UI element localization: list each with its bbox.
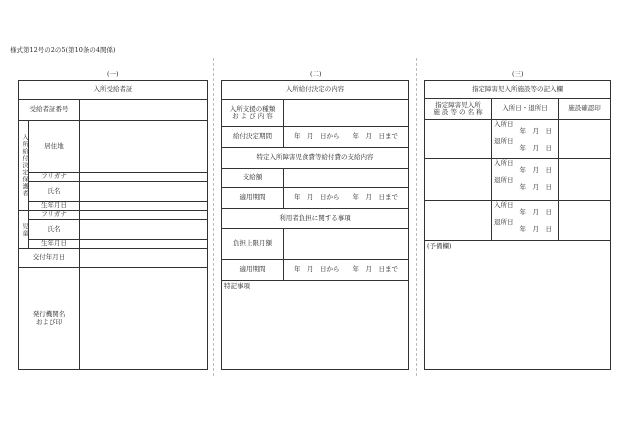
apply-period-field[interactable]: 年 月 日から 年 月 日まで bbox=[284, 188, 409, 209]
seal-header: 施設確認印 bbox=[559, 99, 611, 120]
apply-period2-field[interactable]: 年 月 日から 年 月 日まで bbox=[284, 260, 409, 281]
facility-name-header: 指定障害児入所 施 設 等 の 名 称 bbox=[425, 99, 492, 120]
fold-line-1 bbox=[213, 58, 214, 376]
section-label-2: (二) bbox=[310, 70, 322, 78]
dates-cell-3[interactable] bbox=[492, 201, 559, 241]
address-field[interactable] bbox=[80, 121, 208, 173]
child-furigana-label: フリガナ bbox=[29, 211, 80, 220]
child-dob-label: 生年月日 bbox=[29, 240, 80, 249]
exit-label-3: 退所日 bbox=[494, 217, 514, 226]
exit-label-1: 退所日 bbox=[494, 136, 514, 145]
guardian-group-label: 入所給付決定保護者 bbox=[19, 121, 29, 211]
facility-name-field-3[interactable] bbox=[425, 201, 492, 241]
issuer-label: 発行機関名 および印 bbox=[19, 268, 80, 370]
decision-period-field[interactable]: 年 月 日から 年 月 日まで bbox=[284, 127, 409, 148]
issue-date-label: 交付年月日 bbox=[19, 249, 80, 268]
child-name-field[interactable] bbox=[80, 220, 208, 240]
exit-date-1: 年 月 日 bbox=[519, 144, 552, 153]
issue-date-field[interactable] bbox=[80, 249, 208, 268]
entry-date-3: 年 月 日 bbox=[519, 208, 552, 217]
guardian-name-label: 氏名 bbox=[29, 182, 80, 202]
address-label: 居住地 bbox=[29, 121, 80, 173]
entry-label-3: 入所日 bbox=[494, 201, 514, 209]
entry-label-2: 入所日 bbox=[494, 159, 514, 167]
issuer-seal-field[interactable] bbox=[80, 268, 208, 370]
child-name-label: 氏名 bbox=[29, 220, 80, 240]
panel1-title: 入所受給者証 bbox=[19, 81, 208, 100]
support-type-field[interactable] bbox=[284, 100, 409, 127]
dates-header: 入所日・退所日 bbox=[492, 99, 559, 120]
food-support-title: 特定入所障害児食費等給付費の支給内容 bbox=[222, 148, 409, 169]
dates-cell-2[interactable] bbox=[492, 159, 559, 201]
seal-field-2[interactable] bbox=[559, 159, 611, 201]
apply-period2-label: 適用期間 bbox=[222, 260, 284, 281]
exit-date-2: 年 月 日 bbox=[519, 183, 552, 192]
apply-period-label: 適用期間 bbox=[222, 188, 284, 209]
decision-period-label: 給付決定期間 bbox=[222, 127, 284, 148]
amount-field[interactable] bbox=[284, 169, 409, 188]
child-furigana-field[interactable] bbox=[80, 211, 208, 220]
seal-field-1[interactable] bbox=[559, 120, 611, 159]
entry-date-1: 年 月 日 bbox=[519, 127, 552, 136]
special-notes-field[interactable]: 特記事項 bbox=[222, 281, 409, 370]
section-label-1: (一) bbox=[107, 70, 119, 78]
limit-amount-field[interactable] bbox=[284, 229, 409, 260]
entry-label-1: 入所日 bbox=[494, 120, 514, 128]
section-label-3: (三) bbox=[512, 70, 524, 78]
panel-recipient-certificate bbox=[18, 80, 208, 370]
guardian-dob-label: 生年月日 bbox=[29, 202, 80, 211]
burden-title: 利用者負担に関する事項 bbox=[222, 209, 409, 229]
form-header: 様式第12号の2の5(第10条の4関係) bbox=[10, 46, 116, 54]
guardian-furigana-label: フリガナ bbox=[29, 173, 80, 182]
panel-benefit-decision bbox=[221, 80, 409, 370]
child-group-label: 児童 bbox=[19, 211, 29, 249]
facility-name-field-2[interactable] bbox=[425, 159, 492, 201]
reserve-field[interactable]: (予備欄) bbox=[425, 241, 611, 370]
guardian-name-field[interactable] bbox=[80, 182, 208, 202]
fold-line-2 bbox=[416, 58, 417, 376]
recipient-number-label: 受給者証番号 bbox=[19, 100, 80, 121]
guardian-furigana-field[interactable] bbox=[80, 173, 208, 182]
guardian-dob-field[interactable] bbox=[80, 202, 208, 211]
recipient-number-field[interactable] bbox=[80, 100, 208, 121]
dates-cell-1[interactable] bbox=[492, 120, 559, 159]
seal-field-3[interactable] bbox=[559, 201, 611, 241]
entry-date-2: 年 月 日 bbox=[519, 166, 552, 175]
child-dob-field[interactable] bbox=[80, 240, 208, 249]
limit-amount-label: 負担上限月額 bbox=[222, 229, 284, 260]
exit-date-3: 年 月 日 bbox=[519, 225, 552, 234]
exit-label-2: 退所日 bbox=[494, 175, 514, 184]
panel2-title: 入所給付決定の内容 bbox=[222, 81, 409, 100]
facility-name-field-1[interactable] bbox=[425, 120, 492, 159]
panel3-title: 指定障害児入所施設等の記入欄 bbox=[425, 81, 611, 99]
amount-label: 支給額 bbox=[222, 169, 284, 188]
support-type-label: 入所支援の種類 お よ び 内 容 bbox=[222, 100, 284, 127]
panel-facility-entry bbox=[424, 80, 611, 370]
